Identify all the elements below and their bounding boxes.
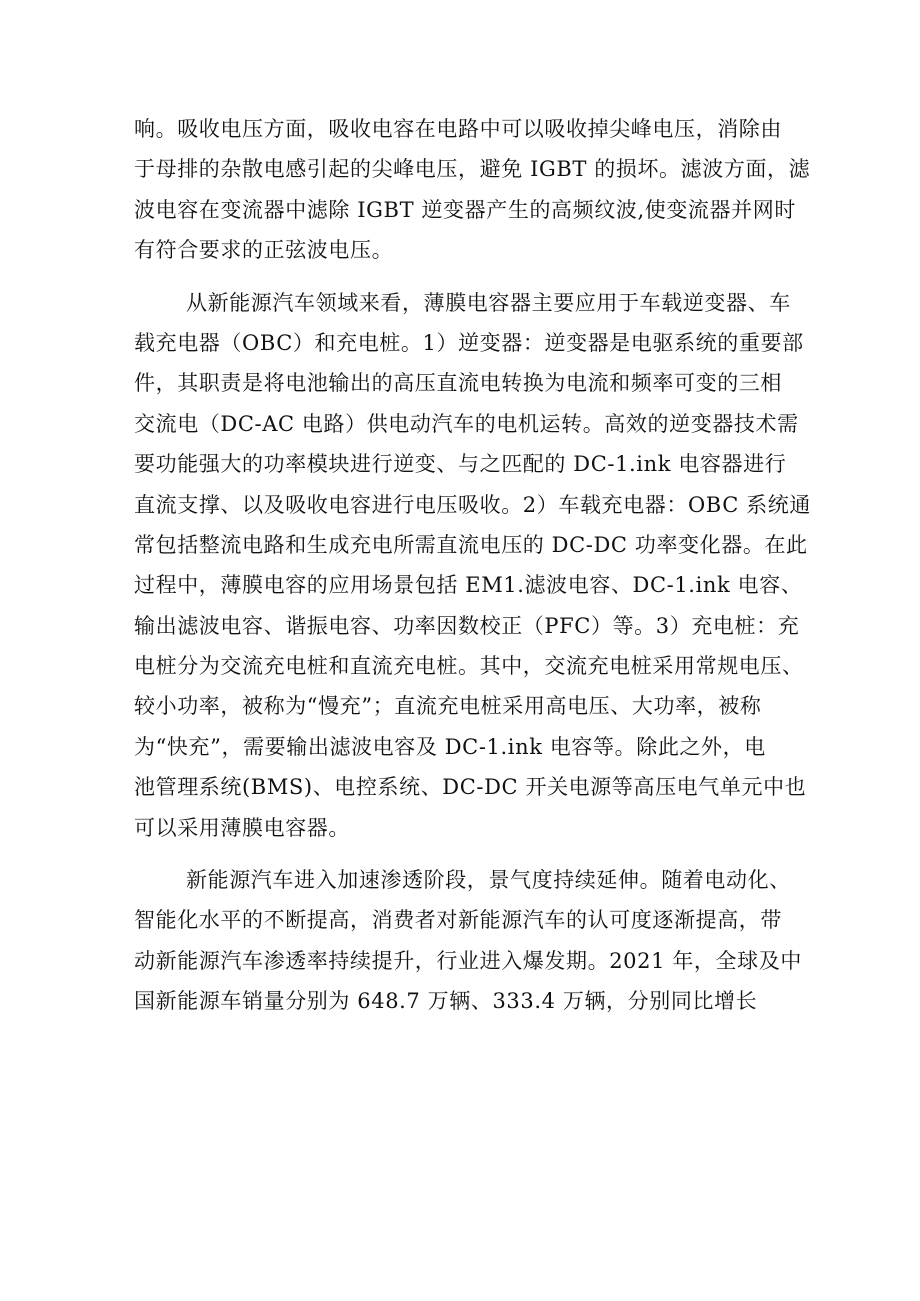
- paragraph-line: 件，其职责是将电池输出的高压直流电转换为电流和频率可变的三相: [134, 371, 782, 396]
- paragraph-line: 常包括整流电路和生成充电所需直流电压的 DC-DC 功率变化器。在此: [134, 532, 808, 557]
- document-body: [134, 109, 811, 1022]
- paragraph-3: [134, 860, 804, 1022]
- paragraph-gap: [134, 271, 804, 283]
- paragraph-line: 交流电（DC-AC 电路）供电动汽车的电机运转。高效的逆变器技术需: [134, 411, 799, 436]
- paragraph-line: 从新能源汽车领域来看，薄膜电容器主要应用于车载逆变器、车: [186, 290, 791, 315]
- paragraph-line: 国新能源车销量分别为 648.7 万辆、333.4 万辆，分别同比增长: [134, 989, 758, 1014]
- paragraph-line: 要功能强大的功率模块进行逆变、与之匹配的 DC-1.ink 电容器进行: [134, 452, 787, 477]
- paragraph-line: 响。吸收电压方面，吸收电容在电路中可以吸收掉尖峰电压，消除由: [134, 117, 782, 141]
- paragraph-line: 智能化水平的不断提高，消费者对新能源汽车的认可度逐渐提高，带: [134, 908, 782, 933]
- paragraph-line: 有符合要求的正弦波电压。: [134, 238, 394, 263]
- paragraph-line: 过程中，薄膜电容的应用场景包括 EM1.滤波电容、DC-1.ink 电容、: [134, 573, 803, 598]
- paragraph-line: 载充电器（OBC）和充电桩。1）逆变器：逆变器是电驱系统的重要部: [134, 330, 804, 355]
- paragraph-line: 可以采用薄膜电容器。: [134, 815, 350, 840]
- paragraph-line: 电桩分为交流充电桩和直流充电桩。其中，交流充电桩采用常规电压、: [134, 654, 804, 679]
- paragraph-line: 输出滤波电容、谐振电容、功率因数校正（PFC）等。3）充电桩：充: [134, 613, 800, 638]
- paragraph-line: 直流支撑、以及吸收电容进行电压吸收。2）车载充电器：OBC 系统通: [134, 492, 811, 517]
- paragraph-2: [134, 283, 811, 848]
- paragraph-line: 新能源汽车进入加速渗透阶段，景气度持续延伸。随着电动化、: [186, 868, 791, 893]
- paragraph-1: [134, 109, 811, 271]
- paragraph-line: 为“快充”，需要输出滤波电容及 DC-1.ink 电容等。除此之外，电: [134, 734, 766, 759]
- paragraph-line: 较小功率，被称为“慢充”；直流充电桩采用高电压、大功率，被称: [134, 694, 762, 719]
- paragraph-gap: [134, 848, 804, 860]
- paragraph-line: 波电容在变流器中滤除 IGBT 逆变器产生的高频纹波,使变流器并网时: [134, 197, 796, 222]
- paragraph-line: 池管理系统(BMS)、电控系统、DC-DC 开关电源等高压电气单元中也: [134, 775, 807, 800]
- paragraph-line: 动新能源汽车渗透率持续提升，行业进入爆发期。2021 年，全球及中: [134, 948, 802, 973]
- paragraph-line: 于母排的杂散电感引起的尖峰电压，避免 IGBT 的损坏。滤波方面，滤: [134, 157, 811, 182]
